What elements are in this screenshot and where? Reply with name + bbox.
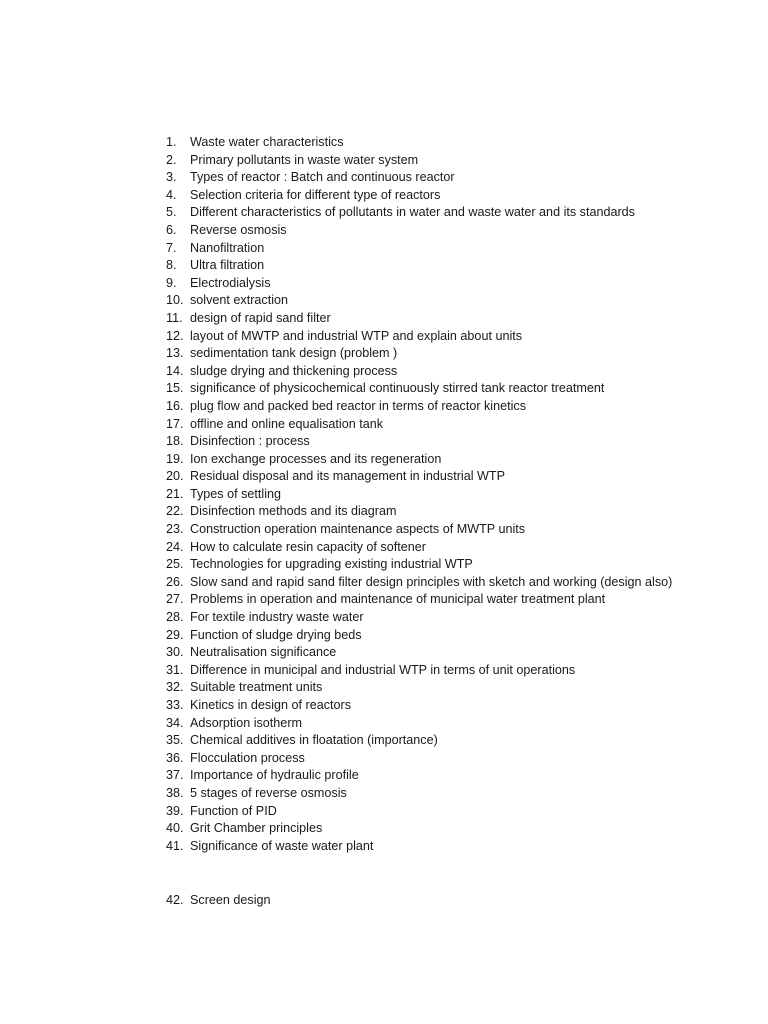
list-item-number-text: 27.	[166, 592, 184, 607]
list-item	[160, 204, 680, 222]
list-item-number	[160, 486, 190, 504]
list-item-text: plug flow and packed bed reactor in terms of reactor kinetics	[190, 398, 527, 413]
list-item	[160, 503, 680, 521]
list-item-number-text: 10.	[166, 293, 184, 308]
list-item-number-text: 28.	[166, 610, 184, 625]
list-item-text: Construction operation maintenance aspects of MWTP units	[190, 522, 526, 537]
list-item-text: Nanofiltration	[190, 240, 265, 255]
list-item	[160, 609, 680, 627]
list-item-text: Different characteristics of pollutants in water and waste water and its standards	[190, 205, 635, 220]
list-item	[160, 486, 680, 504]
list-item-number	[160, 767, 190, 785]
list-item	[160, 222, 680, 240]
list-item-number	[160, 591, 190, 609]
list-item	[160, 398, 680, 416]
list-item-text: Significance of waste water plant	[190, 838, 374, 853]
list-item-number	[160, 433, 190, 451]
list-item-number	[160, 275, 190, 293]
list-item-number-text: 8.	[166, 258, 177, 273]
list-item-number-text: 2.	[166, 152, 177, 167]
list-item-number	[160, 503, 190, 521]
list-item-text: Primary pollutants in waste water system	[190, 152, 419, 167]
list-item	[160, 310, 680, 328]
list-item-number-text: 23.	[166, 522, 184, 537]
list-item	[160, 627, 680, 645]
list-item-number	[160, 292, 190, 310]
list-item-number-text: 9.	[166, 275, 177, 290]
list-item	[160, 134, 680, 152]
list-item-number	[160, 187, 190, 205]
list-item-number-text: 42.	[166, 893, 184, 908]
list-item-text: Importance of hydraulic profile	[190, 768, 359, 783]
list-item-number	[160, 715, 190, 733]
list-item-number-text: 17.	[166, 416, 184, 431]
list-item	[160, 697, 680, 715]
list-item-number-text: 12.	[166, 328, 184, 343]
list-item-text: offline and online equalisation tank	[190, 416, 384, 431]
list-item-number-text: 16.	[166, 398, 184, 413]
list-item	[160, 521, 680, 539]
list-item-number	[160, 803, 190, 821]
list-item-text: solvent extraction	[190, 293, 289, 308]
list-item-number	[160, 345, 190, 363]
list-item	[160, 732, 680, 750]
list-item-number	[160, 204, 190, 222]
list-item-text: Reverse osmosis	[190, 222, 287, 237]
list-item-number	[160, 785, 190, 803]
list-item-number	[160, 627, 190, 645]
list-item-text: Problems in operation and maintenance of municipal water treatment plant	[190, 592, 606, 607]
list-item-number-text: 20.	[166, 469, 184, 484]
list-item-number	[160, 679, 190, 697]
list-item-number	[160, 398, 190, 416]
list-item-text: Function of PID	[190, 803, 277, 818]
list-item-text: Adsorption isotherm	[190, 715, 302, 730]
list-item	[160, 820, 680, 838]
list-item-number-text: 15.	[166, 381, 184, 396]
list-item-number	[160, 222, 190, 240]
list-item-number-text: 4.	[166, 187, 177, 202]
list-gap	[160, 855, 680, 892]
list-item-text: layout of MWTP and industrial WTP and explain about units	[190, 328, 523, 343]
list-item-text: Waste water characteristics	[190, 135, 344, 149]
list-item-number-text: 32.	[166, 680, 184, 695]
list-item-number-text: 19.	[166, 451, 184, 466]
list-item	[160, 539, 680, 557]
list-item	[160, 803, 680, 821]
list-item-text: Disinfection : process	[190, 434, 310, 449]
list-item	[160, 591, 680, 609]
list-item	[160, 838, 680, 856]
list-item-number-text: 30.	[166, 645, 184, 660]
list-item-text: 5 stages of reverse osmosis	[190, 785, 347, 800]
list-item-text: Slow sand and rapid sand filter design principles with sketch and working (design also)	[190, 574, 673, 589]
list-item	[160, 644, 680, 662]
list-item-number	[160, 169, 190, 187]
question-list	[160, 134, 680, 910]
list-item-number-text: 24.	[166, 539, 184, 554]
list-item-number	[160, 662, 190, 680]
list-item-number	[160, 416, 190, 434]
list-item	[160, 240, 680, 258]
list-item-number-text: 39.	[166, 803, 184, 818]
list-item	[160, 662, 680, 680]
list-item-number-text: 6.	[166, 222, 177, 237]
list-item	[160, 152, 680, 170]
list-item-text: design of rapid sand filter	[190, 310, 331, 325]
list-item-number	[160, 644, 190, 662]
list-item	[160, 451, 680, 469]
list-item-number	[160, 521, 190, 539]
list-item-number	[160, 750, 190, 768]
list-item	[160, 468, 680, 486]
list-item-number	[160, 609, 190, 627]
list-item-number-text: 41.	[166, 838, 184, 853]
list-item-text: sludge drying and thickening process	[190, 363, 398, 378]
list-item-number-text: 34.	[166, 715, 184, 730]
list-item-number-text: 21.	[166, 486, 184, 501]
list-item-text: Types of reactor : Batch and continuous reactor	[190, 170, 455, 185]
list-item-number	[160, 328, 190, 346]
list-item	[160, 380, 680, 398]
list-item-number-text: 13.	[166, 346, 184, 361]
list-item-number-text: 1.	[166, 135, 177, 149]
list-item	[160, 363, 680, 381]
list-item-number-text: 22.	[166, 504, 184, 519]
list-item-number	[160, 310, 190, 328]
list-item-number-text: 40.	[166, 821, 184, 836]
list-item-text: Technologies for upgrading existing industrial WTP	[190, 557, 473, 572]
list-item	[160, 767, 680, 785]
list-item	[160, 275, 680, 293]
list-item	[160, 679, 680, 697]
list-item-number	[160, 697, 190, 715]
list-item-text: Neutralisation significance	[190, 645, 337, 660]
list-item	[160, 715, 680, 733]
list-item-number-text: 36.	[166, 750, 184, 765]
list-item-text: Function of sludge drying beds	[190, 627, 362, 642]
list-item-number	[160, 820, 190, 838]
list-item-text: Types of settling	[190, 486, 282, 501]
list-item	[160, 556, 680, 574]
list-item-text: Suitable treatment units	[190, 680, 323, 695]
list-item-number-text: 33.	[166, 698, 184, 712]
list-item-number	[160, 240, 190, 258]
list-item-text: Ion exchange processes and its regeneration	[190, 451, 442, 466]
list-item	[160, 433, 680, 451]
list-item-text: Selection criteria for different type of reactors	[190, 187, 441, 202]
list-item-number	[160, 892, 190, 910]
list-item-text: How to calculate resin capacity of softener	[190, 539, 426, 554]
list-item-number-text: 25.	[166, 557, 184, 572]
list-item-text: Screen design	[190, 893, 271, 908]
list-item	[160, 345, 680, 363]
list-item	[160, 892, 680, 910]
list-item	[160, 785, 680, 803]
list-item-number-text: 7.	[166, 240, 177, 255]
list-item-number	[160, 134, 190, 152]
list-item-number-text: 5.	[166, 205, 177, 220]
list-item-number-text: 14.	[166, 363, 184, 378]
list-item-number-text: 18.	[166, 434, 184, 449]
list-item-number	[160, 556, 190, 574]
list-item-text: Flocculation process	[190, 750, 305, 765]
list-item-number-text: 11.	[166, 310, 183, 325]
list-item-number-text: 26.	[166, 574, 184, 589]
list-item-number	[160, 838, 190, 856]
list-item-text: sedimentation tank design (problem )	[190, 346, 398, 361]
list-item-number	[160, 257, 190, 275]
list-item-number-text: 3.	[166, 170, 177, 185]
list-item-number	[160, 380, 190, 398]
list-item-text: Difference in municipal and industrial WTP in terms of unit operations	[190, 662, 576, 677]
list-item	[160, 574, 680, 592]
list-item	[160, 416, 680, 434]
list-item	[160, 187, 680, 205]
list-item-number-text: 31.	[166, 662, 184, 677]
list-item-text: significance of physicochemical continuously stirred tank reactor treatment	[190, 381, 605, 396]
list-item	[160, 292, 680, 310]
list-item-text: Electrodialysis	[190, 275, 271, 290]
list-item	[160, 750, 680, 768]
list-item	[160, 169, 680, 187]
list-item-text: Kinetics in design of reactors	[190, 698, 352, 712]
list-item-number	[160, 451, 190, 469]
list-item-number-text: 38.	[166, 785, 184, 800]
list-item	[160, 257, 680, 275]
list-item-text: Chemical additives in floatation (importance)	[190, 733, 438, 748]
list-item-number	[160, 732, 190, 750]
list-item-text: Grit Chamber principles	[190, 821, 323, 836]
list-item-text: Residual disposal and its management in industrial WTP	[190, 469, 505, 484]
list-item-number-text: 35.	[166, 733, 184, 748]
list-item-number	[160, 539, 190, 557]
list-item	[160, 328, 680, 346]
list-item-number	[160, 574, 190, 592]
list-item-text: For textile industry waste water	[190, 610, 364, 625]
list-item-text: Disinfection methods and its diagram	[190, 504, 397, 519]
list-item-number-text: 37.	[166, 768, 184, 783]
list-item-number	[160, 468, 190, 486]
list-item-number	[160, 152, 190, 170]
list-item-text: Ultra filtration	[190, 258, 265, 273]
list-item-number	[160, 363, 190, 381]
list-item-number-text: 29.	[166, 627, 184, 642]
